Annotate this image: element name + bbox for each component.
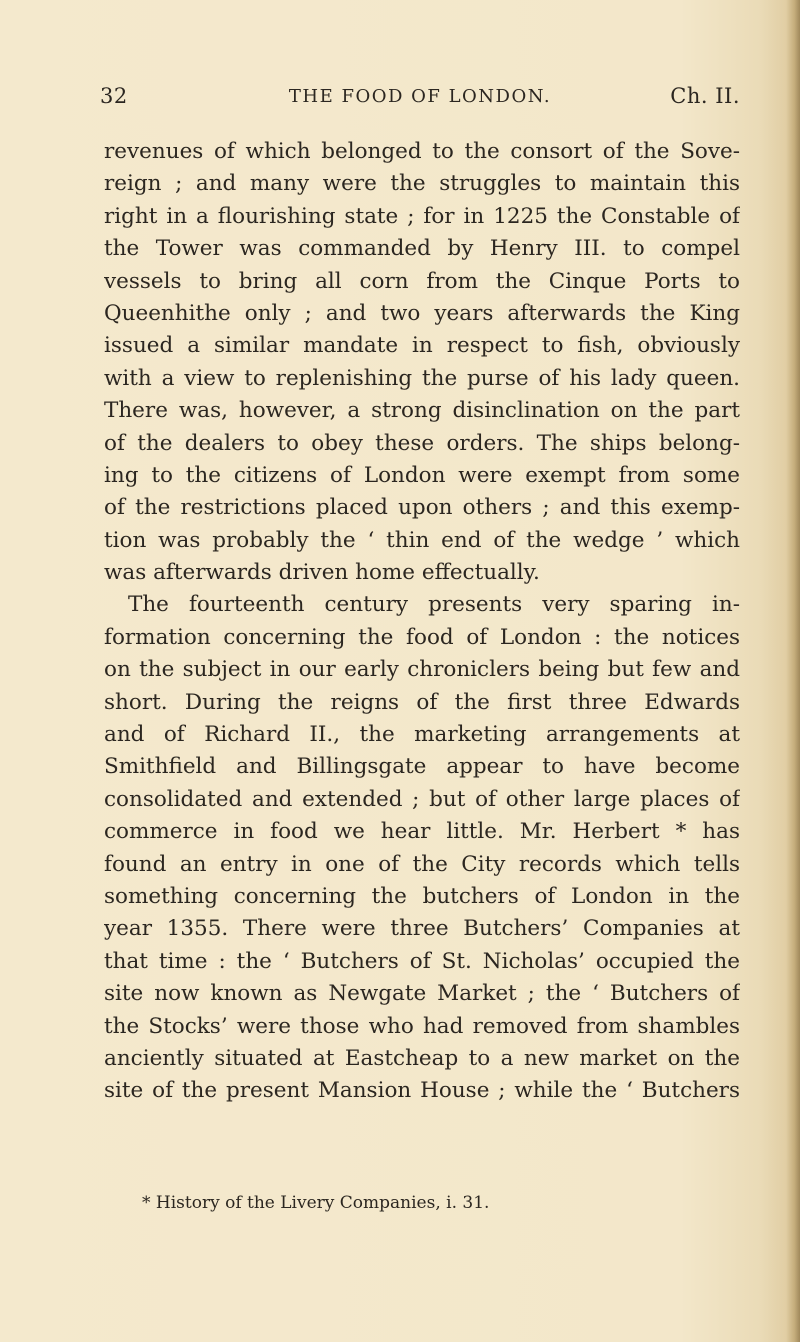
text-line: formation concerning the food of London : the notices [104, 624, 740, 650]
text-line: site of the present Mansion House ; while the ‘ Butchers [104, 1078, 740, 1104]
text-line: vessels to bring all corn from the Cinque Ports to [104, 268, 740, 294]
text-line: commerce in food we hear little. Mr. Herbert * has [104, 819, 740, 845]
text-line: anciently situated at Eastcheap to a new market on the [104, 1045, 740, 1071]
text-line: ing to the citizens of London were exempt from some [104, 462, 740, 488]
page-number: 32 [100, 84, 128, 108]
text-line: revenues of which belonged to the consort of the Sove- [104, 139, 740, 164]
footnote: * History of the Livery Companies, i. 31. [142, 1193, 490, 1213]
text-line: issued a similar mandate in respect to fish, obviously [104, 333, 740, 359]
text-line: Smithfield and Billingsgate appear to have become [104, 754, 740, 780]
text-line: something concerning the butchers of London in the [104, 883, 740, 909]
running-head [100, 84, 740, 118]
text-line: consolidated and extended ; but of other large places of [104, 786, 740, 812]
paragraph-end-line: was afterwards driven home effectually. [104, 560, 540, 586]
running-title: THE FOOD OF LONDON. [288, 86, 552, 107]
text-line: tion was probably the ‘ thin end of the wedge ’ which [104, 527, 740, 553]
text-line: the Stocks’ were those who had removed from shambles [104, 1013, 740, 1039]
text-line: There was, however, a strong disinclination on the part [104, 398, 740, 424]
text-line: on the subject in our early chroniclers being but few and [104, 657, 740, 683]
text-line: short. During the reigns of the first three Edwards [104, 689, 740, 715]
text-line: the Tower was commanded by Henry III. to compel [104, 236, 740, 262]
text-line: reign ; and many were the struggles to maintain this [104, 171, 740, 197]
body-text [104, 136, 740, 1108]
text-line: and of Richard II., the marketing arrangements at [104, 722, 740, 748]
text-line: site now known as Newgate Market ; the ‘ Butchers of [104, 981, 740, 1007]
text-line: Queenhithe only ; and two years afterwards the King [104, 300, 740, 326]
text-line: with a view to replenishing the purse of his lady queen. [104, 365, 740, 391]
text-line: found an entry in one of the City records which tells [104, 851, 740, 877]
text-line: right in a flourishing state ; for in 1225 the Constable of [104, 203, 740, 229]
text-line: year 1355. There were three Butchers’ Companies at [104, 916, 740, 942]
page-edge-shadow [786, 0, 800, 1342]
chapter-label: Ch. II. [670, 84, 740, 108]
text-line: that time : the ‘ Butchers of St. Nicholas’ occupied the [104, 948, 740, 974]
text-line: of the dealers to obey these orders. The ships belong- [104, 430, 740, 456]
text-line: of the restrictions placed upon others ; and this exemp- [104, 495, 740, 521]
paragraph-start-line: The fourteenth century presents very sparing in- [128, 592, 740, 618]
